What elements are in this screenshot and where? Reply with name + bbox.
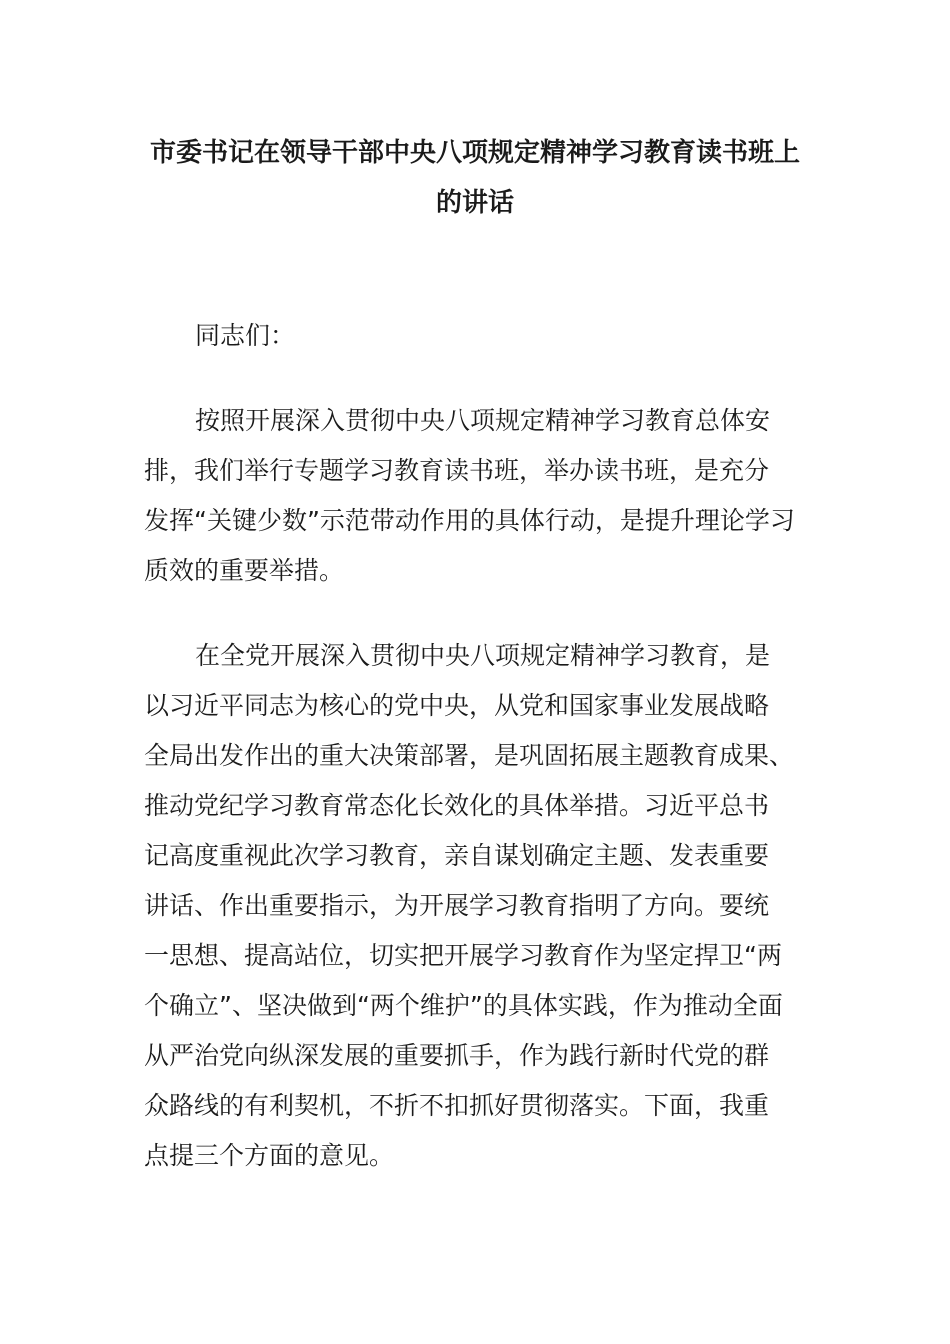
paragraph-line: 按照开展深入贯彻中央八项规定精神学习教育总体安 <box>195 406 771 435</box>
paragraph-line: 讲话、作出重要指示，为开展学习教育指明了方向。要统 <box>144 891 770 920</box>
paragraph-line: 推动党纪学习教育常态化长效化的具体举措。习近平总书 <box>144 791 770 820</box>
paragraph-line: 全局出发作出的重大决策部署，是巩固拓展主题教育成果、 <box>144 741 795 770</box>
title-line: 的讲话 <box>435 188 514 218</box>
paragraph-line: 在全党开展深入贯彻中央八项规定精神学习教育，是 <box>195 641 771 670</box>
paragraph-line: 排，我们举行专题学习教育读书班，举办读书班，是充分 <box>144 456 770 485</box>
paragraph-line: 点提三个方面的意见。 <box>144 1141 395 1170</box>
title-line: 市委书记在领导干部中央八项规定精神学习教育读书班上 <box>149 138 800 168</box>
document-title <box>140 128 810 228</box>
paragraph-line: 众路线的有利契机，不折不扣抓好贯彻落实。下面，我重 <box>144 1091 770 1120</box>
paragraph-line: 质效的重要举措。 <box>144 556 345 585</box>
paragraph-line: 发挥“关键少数”示范带动作用的具体行动，是提升理论学习 <box>144 506 795 535</box>
paragraph-line: 一思想、提高站位，切实把开展学习教育作为坚定捍卫“两 <box>144 941 782 970</box>
paragraph-line: 记高度重视此次学习教育，亲自谋划确定主题、发表重要 <box>144 841 770 870</box>
paragraph-line: 个确立”、坚决做到“两个维护”的具体实践，作为推动全面 <box>144 991 783 1020</box>
salutation-text: 同志们： <box>195 321 296 350</box>
paragraph-1 <box>144 396 806 596</box>
paragraph-line: 以习近平同志为核心的党中央，从党和国家事业发展战略 <box>144 691 770 720</box>
paragraph-line: 从严治党向纵深发展的重要抓手，作为践行新时代党的群 <box>144 1041 770 1070</box>
paragraph-2 <box>144 631 806 1181</box>
salutation <box>144 311 806 361</box>
